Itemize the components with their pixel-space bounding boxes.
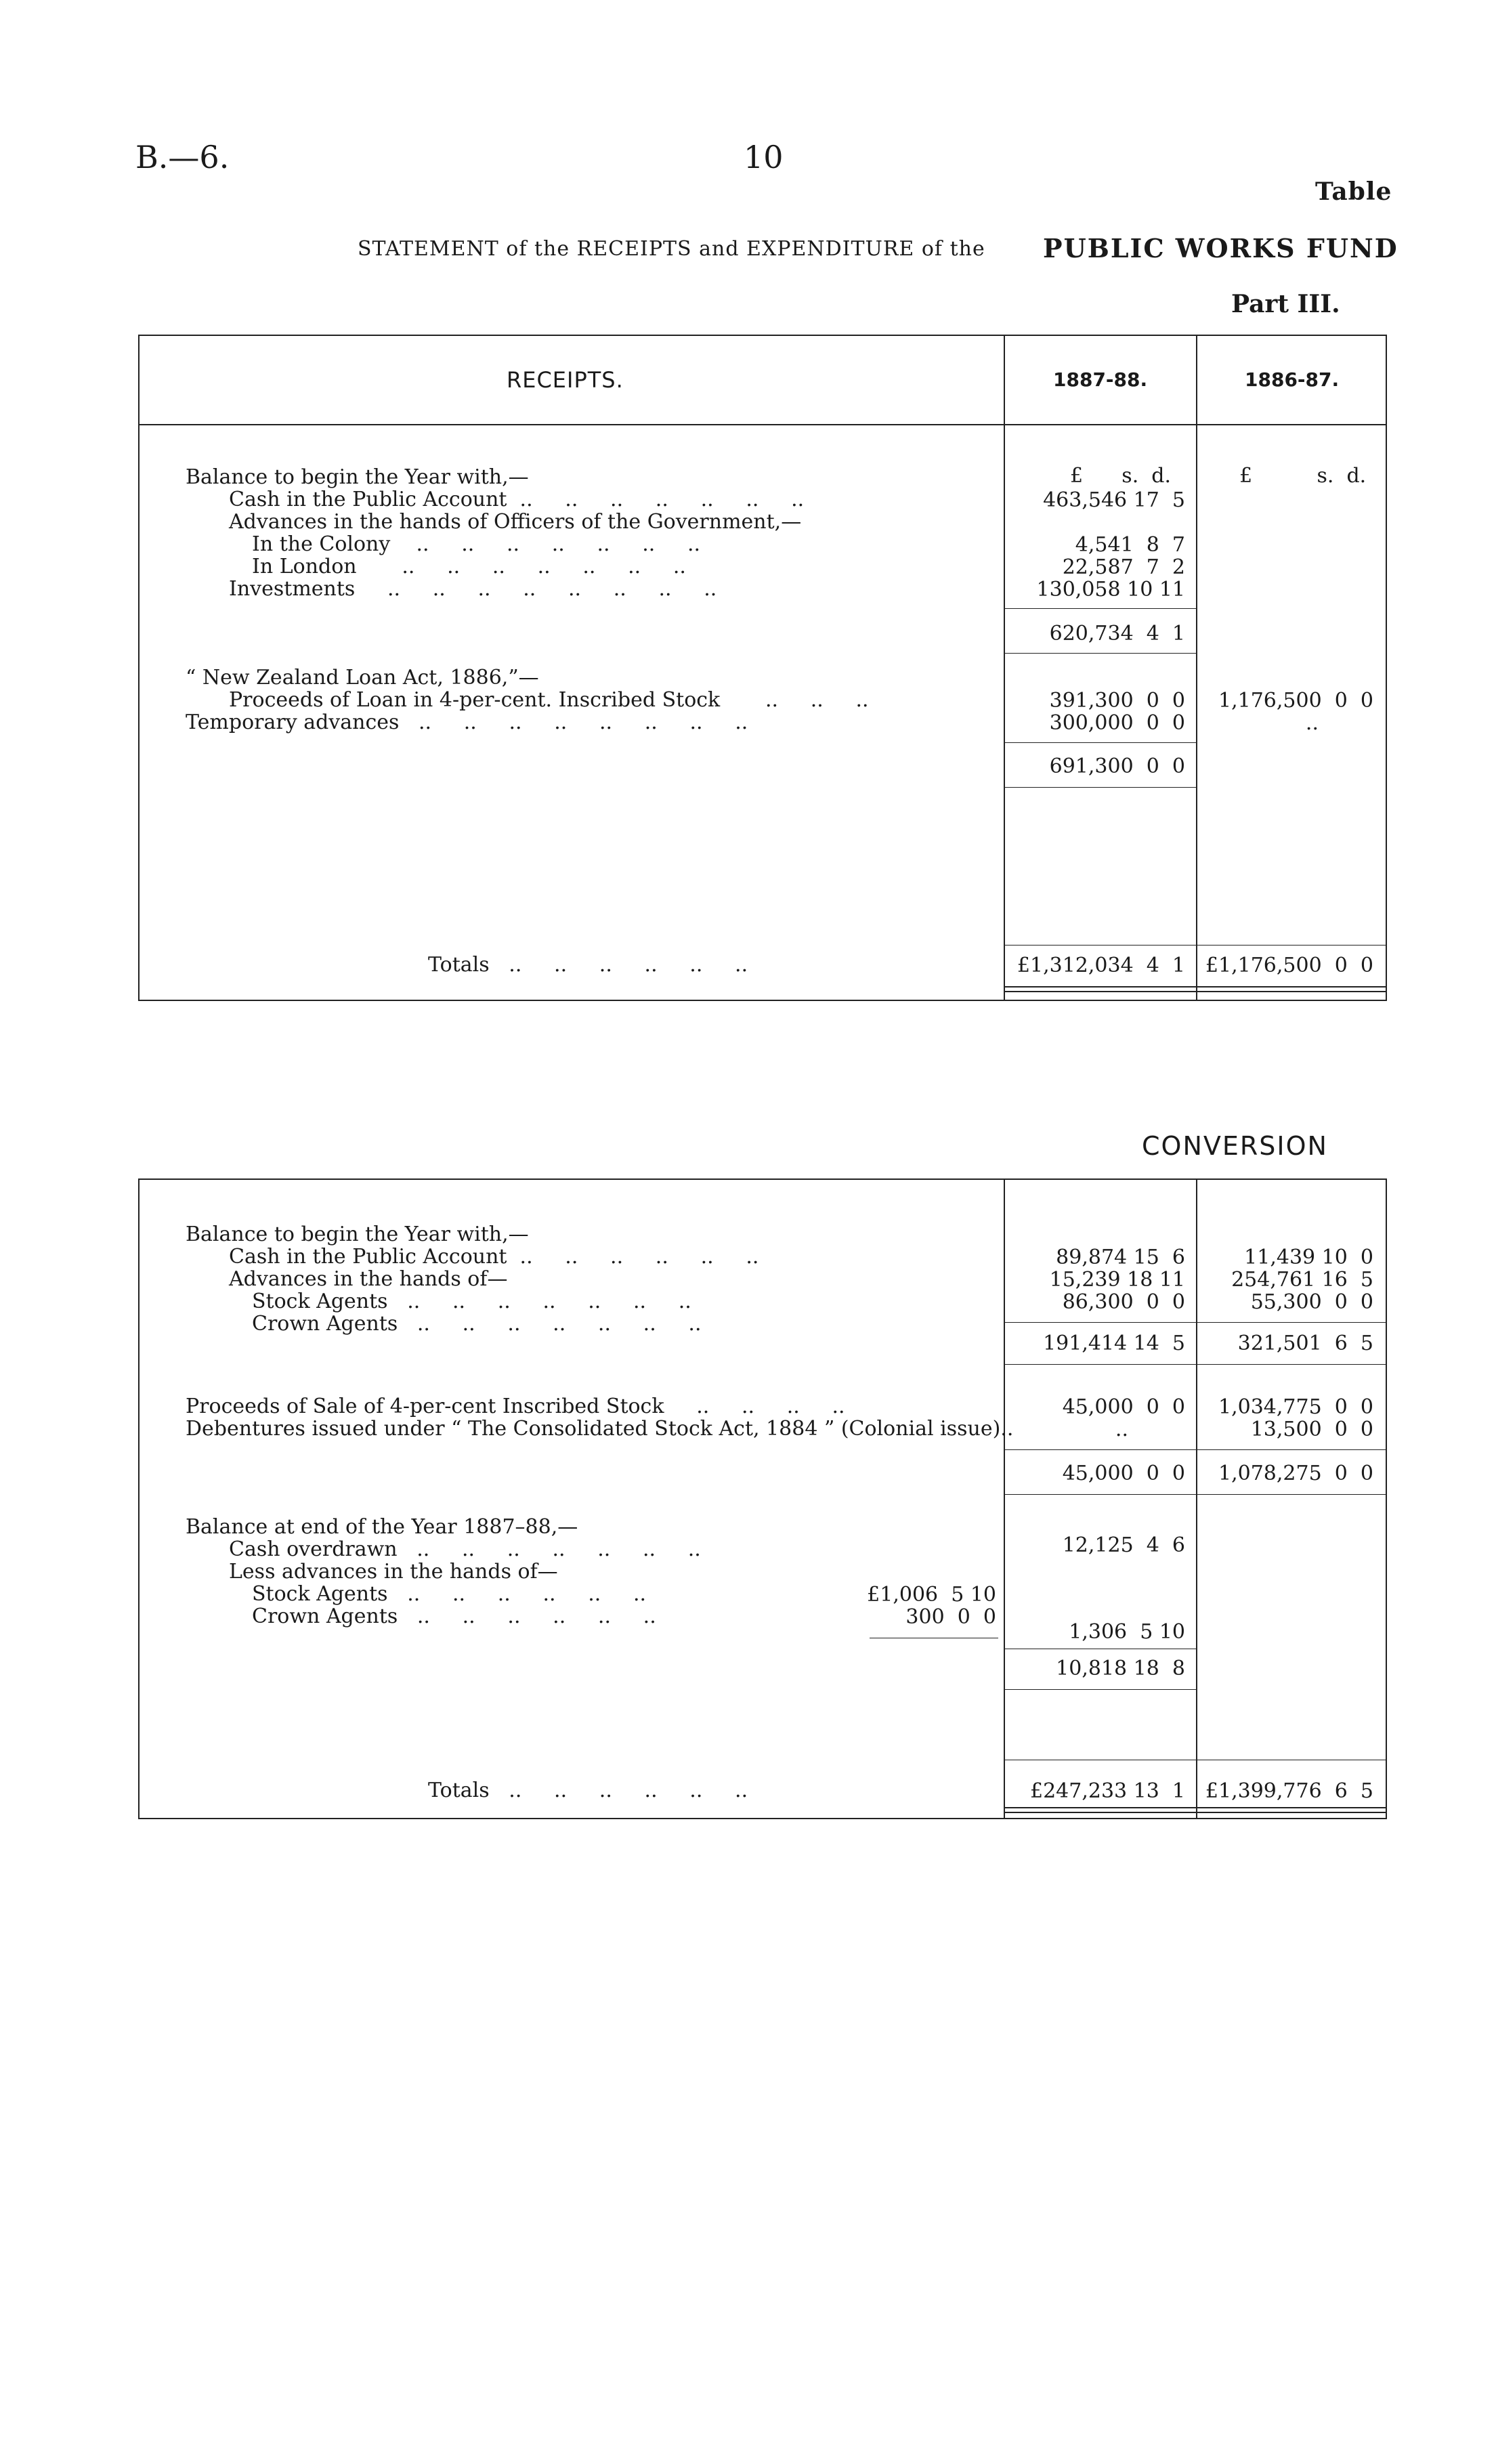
conv-stock-agents-label: Stock Agents .. .. .. .. .. .. ..: [252, 1290, 691, 1313]
conv-net-1887: 10,818 18 8: [1056, 1657, 1185, 1680]
conv-cash-overdrawn-1887: 12,125 4 6: [1062, 1533, 1185, 1557]
conversion-heading: CONVERSION: [1142, 1131, 1328, 1161]
conv-end-stock-agents-amount: £1,006 5 10: [867, 1583, 996, 1607]
conv-cash-1887: 89,874 15 6: [1056, 1246, 1185, 1269]
in-london-label: In London .. .. .. .. .. .. ..: [252, 555, 686, 578]
receipts-column-header: RECEIPTS.: [507, 367, 624, 393]
conv-proceeds-1886: 1,034,775 0 0: [1218, 1395, 1373, 1419]
temporary-advances-1886: ..: [1305, 711, 1319, 735]
fund-name: PUBLIC WORKS FUND: [1043, 233, 1398, 263]
total-1887: £1,312,034 4 1: [1017, 954, 1185, 977]
totals-label: Totals .. .. .. .. .. ..: [428, 953, 748, 977]
statement-title: STATEMENT of the RECEIPTS and EXPENDITURE of the: [358, 237, 985, 261]
conv-totals-label: Totals .. .. .. .. .. ..: [428, 1779, 748, 1802]
advances-officers-label: Advances in the hands of Officers of the Government,—: [229, 510, 802, 534]
conv-subtotal-2-1887: 45,000 0 0: [1062, 1462, 1185, 1485]
investments-1887: 130,058 10 11: [1036, 578, 1185, 601]
conv-end-crown-agents-amount: 300 0 0: [905, 1605, 996, 1629]
conv-total-1886: £1,399,776 6 5: [1205, 1779, 1373, 1803]
conv-stock-agents-1887: 86,300 0 0: [1062, 1290, 1185, 1314]
conv-debentures-label: Debentures issued under “ The Consolidated Stock Act, 1884 ” (Colonial issue)..: [186, 1417, 1014, 1441]
table-label: Table: [1315, 177, 1392, 206]
conv-debentures-1887: ..: [1115, 1418, 1128, 1441]
in-london-1887: 22,587 7 2: [1062, 555, 1185, 579]
conv-debentures-1886: 13,500 0 0: [1250, 1418, 1373, 1441]
conv-less-total-1887: 1,306 5 10: [1069, 1620, 1185, 1644]
proceeds-of-loan-1886: 1,176,500 0 0: [1218, 689, 1373, 713]
conv-end-stock-agents-label: Stock Agents .. .. .. .. .. ..: [252, 1582, 647, 1606]
conv-cash-overdrawn-label: Cash overdrawn .. .. .. .. .. .. ..: [229, 1537, 701, 1561]
conv-stock-agents-1886: 55,300 0 0: [1250, 1290, 1373, 1314]
temporary-advances-1887: 300,000 0 0: [1049, 711, 1185, 735]
conv-proceeds-label: Proceeds of Sale of 4-per-cent Inscribed Stock .. .. .. ..: [186, 1395, 845, 1418]
conv-cash-label: Cash in the Public Account .. .. .. .. .. ..: [229, 1245, 759, 1269]
nz-loan-act-label: “ New Zealand Loan Act, 1886,”—: [186, 666, 539, 689]
conv-crown-agents-label: Crown Agents .. .. .. .. .. .. ..: [252, 1312, 702, 1336]
balance-begin-label: Balance to begin the Year with,—: [186, 465, 529, 489]
subtotal-1-1887: 620,734 4 1: [1049, 622, 1185, 645]
year-1887-88-header: 1887-88.: [1053, 368, 1148, 391]
conv-subtotal-1-1887: 191,414 14 5: [1043, 1332, 1185, 1355]
total-1886: £1,176,500 0 0: [1205, 954, 1373, 977]
year-1886-87-header: 1886-87.: [1245, 368, 1340, 391]
conv-balance-end-label: Balance at end of the Year 1887–88,—: [186, 1515, 578, 1539]
conv-less-advances-label: Less advances in the hands of—: [229, 1560, 558, 1584]
document-reference: B.—6.: [135, 139, 230, 175]
conv-balance-begin-label: Balance to begin the Year with,—: [186, 1223, 529, 1246]
conv-subtotal-2-1886: 1,078,275 0 0: [1218, 1462, 1373, 1485]
investments-label: Investments .. .. .. .. .. .. .. ..: [229, 577, 717, 601]
temporary-advances-label: Temporary advances .. .. .. .. .. .. .. ..: [186, 710, 748, 734]
subtotal-2-1887: 691,300 0 0: [1049, 755, 1185, 778]
conv-end-crown-agents-label: Crown Agents .. .. .. .. .. ..: [252, 1605, 656, 1628]
conv-subtotal-1-1886: 321,501 6 5: [1237, 1332, 1373, 1355]
currency-header-1887: £ s. d.: [1070, 464, 1172, 488]
part-label: Part III.: [1231, 290, 1340, 318]
cash-public-account-label: Cash in the Public Account .. .. .. .. .. .. ..: [229, 488, 805, 511]
currency-header-1886: £ s. d.: [1239, 464, 1367, 488]
conv-total-1887: £247,233 13 1: [1029, 1779, 1185, 1803]
proceeds-of-loan-label: Proceeds of Loan in 4-per-cent. Inscribed Stock .. .. ..: [229, 688, 869, 712]
conv-proceeds-1887: 45,000 0 0: [1062, 1395, 1185, 1419]
conv-advances-label: Advances in the hands of—: [229, 1267, 508, 1291]
conv-cash-1886: 11,439 10 0: [1244, 1246, 1373, 1269]
cash-public-account-1887: 463,546 17 5: [1043, 488, 1185, 512]
in-colony-1887: 4,541 8 7: [1075, 533, 1185, 557]
in-colony-label: In the Colony .. .. .. .. .. .. ..: [252, 532, 701, 556]
conv-advances-1887: 15,239 18 11: [1049, 1268, 1185, 1292]
page-number: 10: [744, 139, 784, 175]
proceeds-of-loan-1887: 391,300 0 0: [1049, 689, 1185, 713]
conv-advances-1886: 254,761 16 5: [1231, 1268, 1373, 1292]
